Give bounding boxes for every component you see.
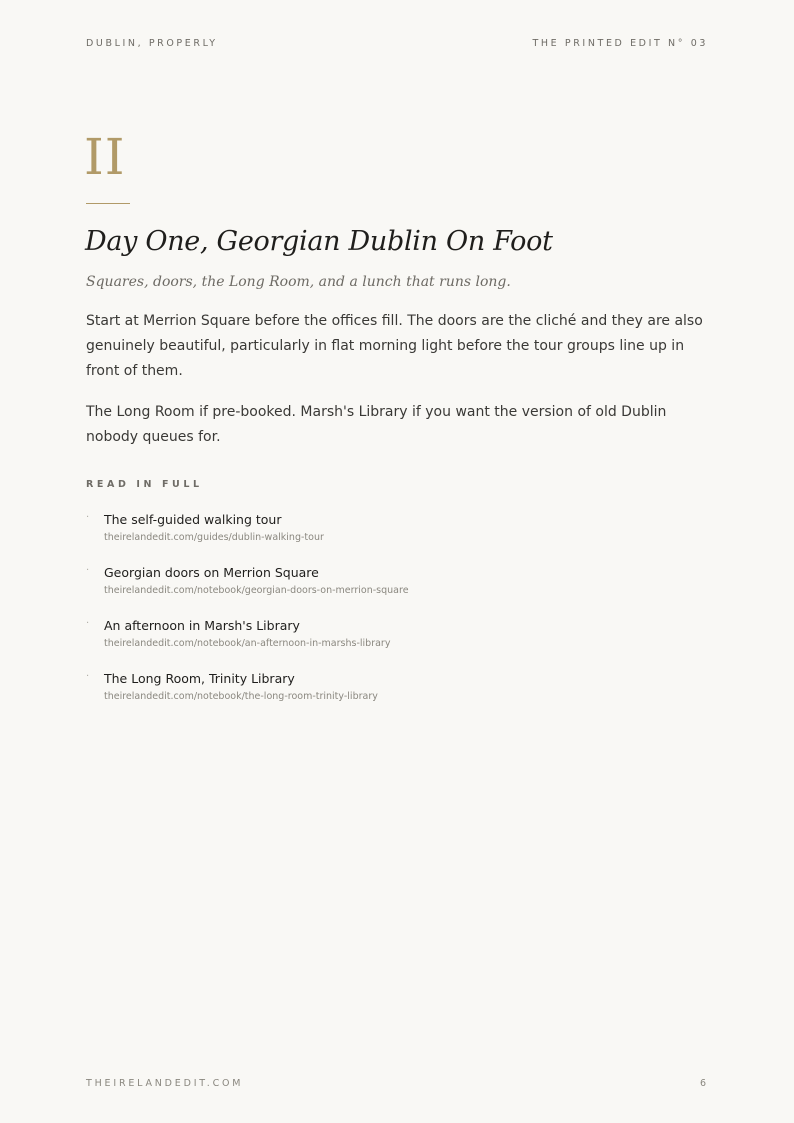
body-paragraph: Start at Merrion Square before the offices fill. The doors are the cliché and they are also genuinely beautiful, particularly in flat morning light before the tour groups line up in front of them. xyxy=(86,313,703,379)
read-in-full-label: READ IN FULL xyxy=(86,479,203,490)
numeral-divider xyxy=(86,203,130,204)
chapter-subtitle: Squares, doors, the Long Room, and a lunch that runs long. xyxy=(86,274,511,290)
list-item xyxy=(86,511,706,564)
read-in-full-list xyxy=(86,511,706,723)
link-url: theirelandedit.com/guides/dublin-walking-tour xyxy=(104,532,324,543)
body-paragraph: The Long Room if pre-booked. Marsh's Library if you want the version of old Dublin nobody queues for. xyxy=(86,404,667,445)
list-item xyxy=(86,670,706,723)
link-marshs-library[interactable]: An afternoon in Marsh's Library xyxy=(104,618,300,633)
footer-site: THEIRELANDEDIT.COM xyxy=(86,1078,244,1089)
chapter-numeral: II xyxy=(84,128,126,186)
bullet-icon: · xyxy=(86,565,90,576)
link-long-room[interactable]: The Long Room, Trinity Library xyxy=(104,671,295,686)
page-number: 6 xyxy=(699,1078,706,1089)
chapter-title: Day One, Georgian Dublin On Foot xyxy=(85,226,553,257)
link-url: theirelandedit.com/notebook/the-long-room-trinity-library xyxy=(104,691,378,702)
bullet-icon: · xyxy=(86,671,90,682)
link-walking-tour[interactable]: The self-guided walking tour xyxy=(104,512,282,527)
bullet-icon: · xyxy=(86,618,90,629)
running-head-right: THE PRINTED EDIT N° 03 xyxy=(532,38,708,49)
list-item xyxy=(86,617,706,670)
link-url: theirelandedit.com/notebook/georgian-doors-on-merrion-square xyxy=(104,585,409,596)
bullet-icon: · xyxy=(86,512,90,523)
list-item xyxy=(86,564,706,617)
running-head-left: DUBLIN, PROPERLY xyxy=(86,38,218,49)
link-georgian-doors[interactable]: Georgian doors on Merrion Square xyxy=(104,565,319,580)
link-url: theirelandedit.com/notebook/an-afternoon-in-marshs-library xyxy=(104,638,391,649)
